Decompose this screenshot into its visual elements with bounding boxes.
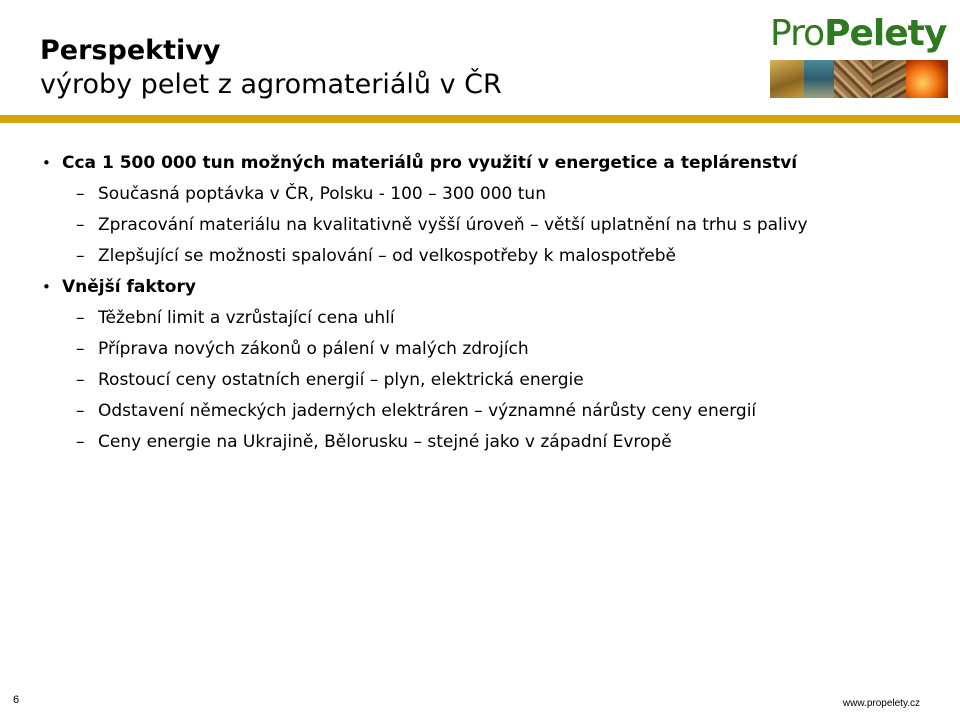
subitem-text: Zpracování materiálu na kvalitativně vyšší úroveň – větší uplatnění na trhu s palivy xyxy=(98,215,808,235)
dash-marker: – xyxy=(76,184,85,204)
subitem-text: Těžební limit a vzrůstající cena uhlí xyxy=(98,308,395,328)
list-subitem xyxy=(42,365,942,396)
subitem-text: Příprava nových zákonů o pálení v malých zdrojích xyxy=(98,339,529,359)
subitem-text: Ceny energie na Ukrajině, Bělorusku – stejné jako v západní Evropě xyxy=(98,432,672,452)
title-main: Perspektivy xyxy=(40,35,221,66)
logo-wordmark xyxy=(770,14,950,54)
dash-marker: – xyxy=(76,401,85,421)
subitem-text: Současná poptávka v ČR, Polsku - 100 – 300 000 tun xyxy=(98,184,546,204)
list-subitem xyxy=(42,334,942,365)
dash-marker: – xyxy=(76,215,85,235)
list-subitem xyxy=(42,179,942,210)
bullet-text: Cca 1 500 000 tun možných materiálů pro využití v energetice a teplárenství xyxy=(62,153,798,173)
list-subitem xyxy=(42,427,942,458)
slide-title xyxy=(40,34,502,102)
machine-image xyxy=(804,60,834,98)
list-subitem xyxy=(42,210,942,241)
subitem-text: Odstavení německých jaderných elektráren – významné nárůsty ceny energií xyxy=(98,401,757,421)
list-item xyxy=(42,272,942,303)
bullet-list xyxy=(42,148,942,458)
dash-marker: – xyxy=(76,432,85,452)
subitem-text: Rostoucí ceny ostatních energií – plyn, elektrická energie xyxy=(98,370,584,390)
bullet-dot: • xyxy=(42,154,51,172)
title-subtitle: výroby pelet z agromateriálů v ČR xyxy=(40,69,502,100)
list-subitem xyxy=(42,303,942,334)
dash-marker: – xyxy=(76,246,85,266)
list-item xyxy=(42,148,942,179)
logo-photo-strip xyxy=(770,60,948,98)
footer-url: www.propelety.cz xyxy=(842,698,920,709)
dash-marker: – xyxy=(76,308,85,328)
list-subitem xyxy=(42,241,942,272)
logo-text-bold: Pelety xyxy=(824,13,947,54)
pellets-image xyxy=(834,60,872,98)
propelety-logo xyxy=(770,14,950,100)
header-divider xyxy=(0,115,960,123)
dash-marker: – xyxy=(76,370,85,390)
straw-bale-image xyxy=(770,60,804,98)
bullet-text: Vnější faktory xyxy=(62,277,196,297)
bullet-dot: • xyxy=(42,278,51,296)
list-subitem xyxy=(42,396,942,427)
page-number: 6 xyxy=(13,694,20,706)
subitem-text: Zlepšující se možnosti spalování – od velkospotřeby k malospotřebě xyxy=(98,246,676,266)
dash-marker: – xyxy=(76,339,85,359)
pellets-closeup-image xyxy=(872,60,906,98)
fire-image xyxy=(906,60,948,98)
logo-text-regular: Pro xyxy=(770,13,825,54)
